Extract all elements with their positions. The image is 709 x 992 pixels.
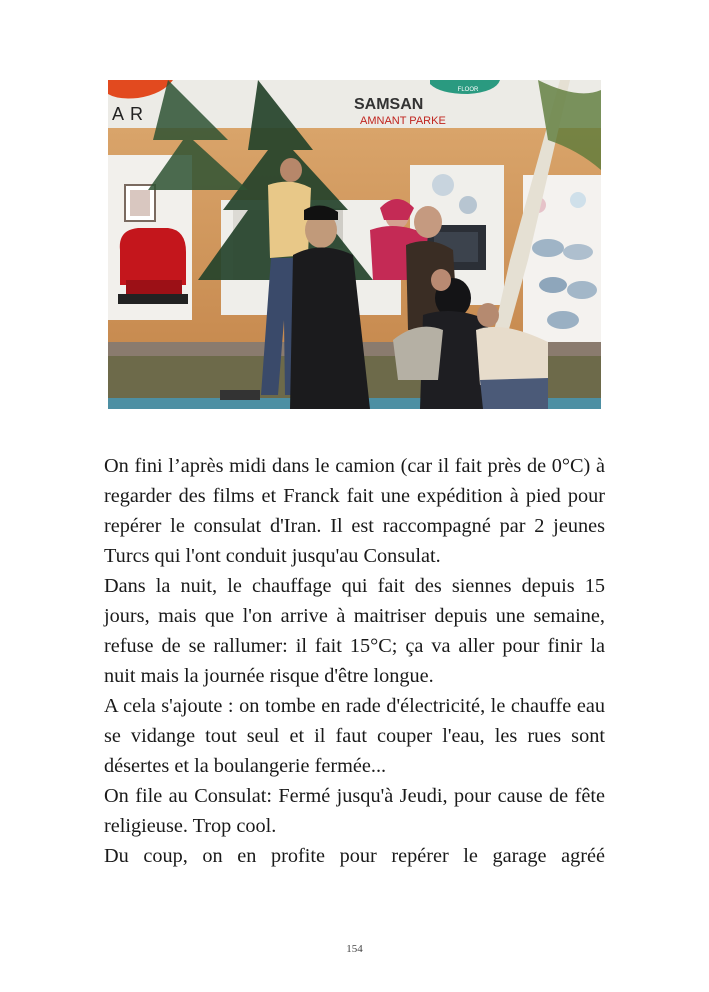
sign-left-text: AR xyxy=(112,104,150,124)
paragraph: On file au Consulat: Fermé jusqu'à Jeudi, pour cause de fête religieuse. Trop cool. xyxy=(104,785,605,837)
page-number: 154 xyxy=(346,943,363,955)
body-text xyxy=(104,451,605,871)
paragraph: Du coup, on en profite pour repérer le garage agréé xyxy=(104,845,605,867)
sign-brand-text: SAMSAN xyxy=(354,96,424,113)
photo xyxy=(108,80,601,409)
sign-badge: FLOOR xyxy=(457,87,479,93)
photo-illustration xyxy=(108,80,601,409)
paragraph: Dans la nuit, le chauffage qui fait des siennes depuis 15 jours, mais que l'on arrive à maitriser depuis une semaine, refuse de se rallumer: il fait 15°C; ça va aller pour finir la nuit mais la journée risque d'être longue. xyxy=(104,575,605,687)
sign-sub-text: AMNANT PARKE xyxy=(360,115,446,127)
paragraph: On fini l’après midi dans le camion (car il fait près de 0°C) à regarder des films et Franck fait une expédition à pied pour repérer le consulat d'Iran. Il est raccompagné par 2 jeunes Turcs qui l'ont conduit jusqu'au Consulat. xyxy=(104,455,605,567)
paragraph: A cela s'ajoute : on tombe en rade d'électricité, le chauffe eau se vidange tout seul et il faut couper l'eau, les rues sont désertes et la boulangerie fermée... xyxy=(104,695,605,777)
